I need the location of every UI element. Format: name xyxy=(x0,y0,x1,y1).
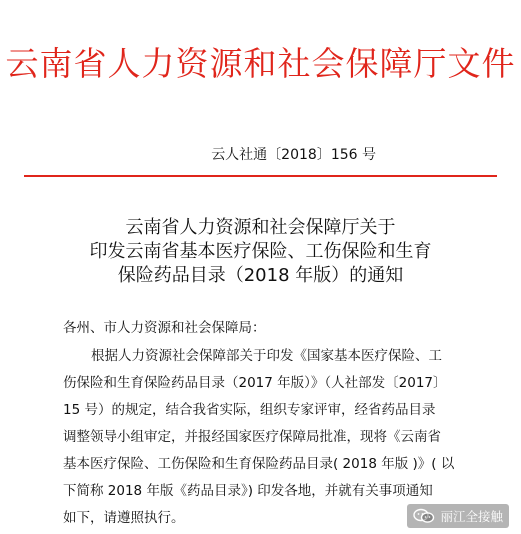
watermark-text: 丽江全接触 xyxy=(440,509,503,524)
body-line: 伤保险和生育保险药品目录（2017 年版）》（人社部发〔2017〕 xyxy=(63,375,447,391)
notice-title-line: 云南省人力资源和社会保障厅关于 xyxy=(125,217,396,238)
body-line: 根据人力资源社会保障部关于印发《国家基本医疗保险、工 xyxy=(91,348,442,364)
salutation: 各州、市人力资源和社会保障局： xyxy=(63,320,266,336)
notice-title-line: 印发云南省基本医疗保险、工伤保险和生育 xyxy=(89,241,432,262)
body-line: 15 号）的规定，结合我省实际，组织专家评审，经省药品目录 xyxy=(63,402,436,418)
notice-title xyxy=(0,216,521,288)
body-line: 调整领导小组审定，并报经国家医疗保障局批准，现将《云南省 xyxy=(63,429,441,445)
wechat-watermark xyxy=(407,504,509,528)
header-divider xyxy=(24,175,497,177)
document-number: 云人社通〔2018〕156 号 xyxy=(211,147,376,163)
body-line: 下简称 2018 年版《药品目录》) 印发各地，并就有关事项通知 xyxy=(63,483,433,499)
body-line: 基本医疗保险、工伤保险和生育保险药品目录( 2018 年版 )》( 以 xyxy=(63,456,455,472)
body-line: 如下，请遵照执行。 xyxy=(63,510,185,526)
document-header-title: 云南省人力资源和社会保障厅文件 xyxy=(5,44,516,83)
wechat-icon xyxy=(413,508,435,524)
notice-title-line: 保险药品目录（2018 年版）的通知 xyxy=(117,265,404,286)
